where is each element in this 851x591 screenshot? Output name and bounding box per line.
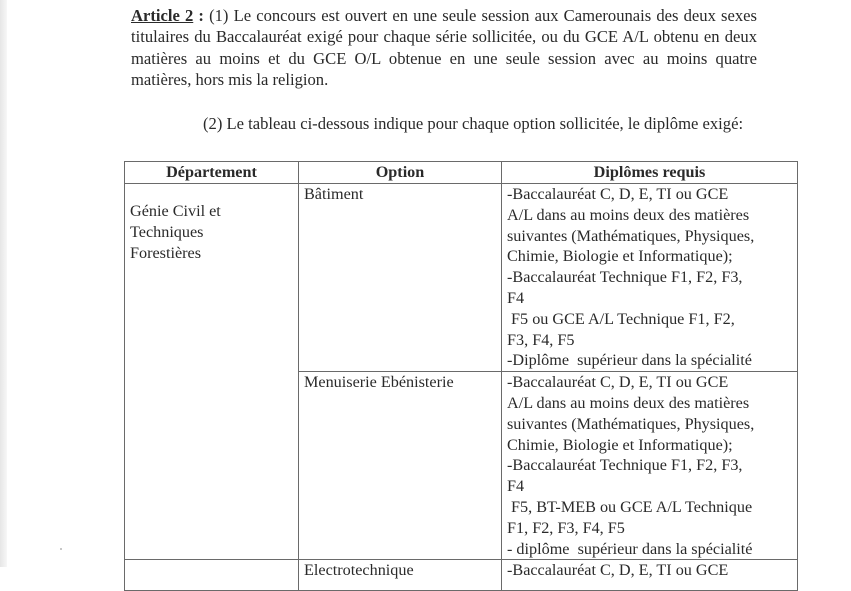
header-department: Département	[125, 162, 299, 184]
option-cell: Menuiserie Ebénisterie	[299, 372, 502, 560]
article-colon: :	[193, 6, 204, 25]
diplomas-cell	[502, 184, 798, 372]
header-option: Option	[299, 162, 502, 184]
department-cell	[125, 560, 299, 591]
table-row	[125, 560, 798, 591]
diploma-line: A/L dans au moins deux des matières	[507, 205, 750, 224]
option-cell: Bâtiment	[299, 184, 502, 372]
header-diplomas: Diplômes requis	[502, 162, 798, 184]
diploma-line: F5 ou GCE A/L Technique F1, F2,	[507, 309, 735, 328]
diploma-line: -Baccalauréat Technique F1, F2, F3,	[507, 268, 743, 287]
diploma-line: suivantes (Mathématiques, Physiques,	[507, 414, 755, 433]
scan-speck	[60, 548, 62, 550]
department-line: Forestières	[130, 243, 202, 262]
department-line: Techniques	[130, 222, 204, 241]
diploma-line: F4	[507, 477, 525, 496]
diploma-line: - diplôme supérieur dans la spécialité	[507, 539, 753, 558]
diploma-line: F3, F4, F5	[507, 330, 575, 349]
scan-edge-shadow	[0, 0, 7, 567]
article-label: Article 2	[131, 6, 194, 25]
diploma-line: Chimie, Biologie et Informatique);	[507, 247, 733, 266]
diploma-line: F1, F2, F3, F4, F5	[507, 518, 625, 537]
diplomas-cell	[502, 560, 798, 591]
diploma-line: -Diplôme supérieur dans la spécialité	[507, 351, 752, 370]
diploma-line: -Baccalauréat C, D, E, TI ou GCE	[507, 185, 729, 203]
diploma-line: -Baccalauréat Technique F1, F2, F3,	[507, 456, 743, 475]
option-cell	[299, 560, 502, 591]
table-row	[125, 184, 798, 372]
diploma-line: F5, BT-MEB ou GCE A/L Technique	[507, 497, 753, 516]
option-text: Electrotechnique	[304, 561, 414, 580]
requirements-table	[124, 161, 798, 591]
diplomas-cell	[502, 372, 798, 560]
table-header-row	[125, 162, 798, 184]
article-2-paragraph-2: (2) Le tableau ci-dessous indique pour chaque option sollicitée, le diplôme exigé:	[203, 114, 744, 133]
diploma-line: suivantes (Mathématiques, Physiques,	[507, 226, 755, 245]
diploma-line: Chimie, Biologie et Informatique);	[507, 435, 733, 454]
paragraph-1-text: (1) Le concours est ouvert en une seule session aux Camerounais des deux sexes titulaires du Baccalauréat exigé pour chaque série sollicitée, ou du GCE A/L obtenu en deux matières au moins et du GCE O/L obtenue en une seule session avec au moins quatre matières, hors mis la religion.	[131, 6, 757, 89]
diploma-line: F4	[507, 288, 525, 307]
department-name	[130, 201, 294, 263]
department-line: Génie Civil et	[130, 202, 221, 220]
diploma-line: -Baccalauréat C, D, E, TI ou GCE	[507, 373, 729, 392]
article-2-paragraph-1	[131, 5, 757, 90]
diploma-line: -Baccalauréat C, D, E, TI ou GCE	[507, 561, 729, 580]
department-cell	[125, 184, 299, 560]
diploma-line: A/L dans au moins deux des matières	[507, 393, 750, 412]
